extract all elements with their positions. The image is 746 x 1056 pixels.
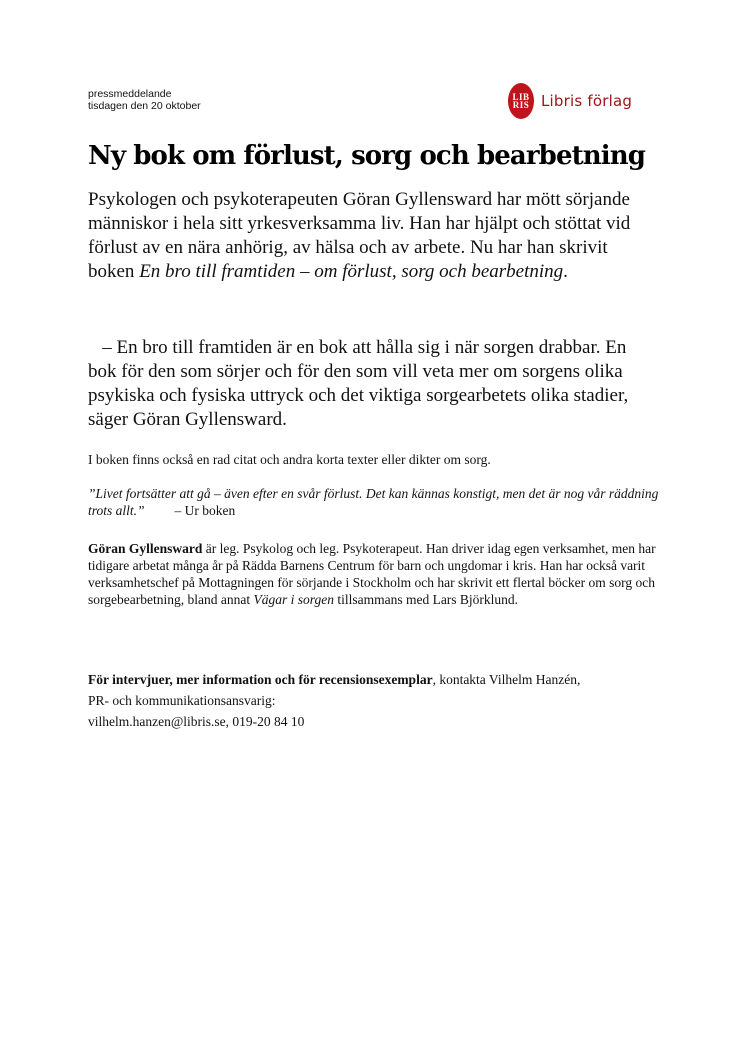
contact-line <box>88 669 663 690</box>
release-date: tisdagen den 20 oktober <box>88 100 201 112</box>
contact-phone: 019-20 84 10 <box>232 714 305 729</box>
author-bio: är leg. Psykolog och leg. Psykoterapeut. Han driver idag egen verksamhet, men har tidigare arbetat många år på Rädda Barnens Centrum för barn och ungdomar i kris. Han har också varit verksamhetschef på Mottagningen för sörjande i Stockholm och har skrivit ett flertal böcker om sorg och sorgebearbetning, bland annat <box>88 541 656 607</box>
publisher-logo <box>508 82 632 120</box>
page-title: Ny bok om förlust, sorg och bearbetning <box>88 141 645 171</box>
contact-lead: För intervjuer, mer information och för recensionsexemplar <box>88 672 433 687</box>
seal-line-2: RIS <box>512 100 530 110</box>
author-bio-end: tillsammans med Lars Björklund. <box>333 592 519 607</box>
lead-paragraph <box>88 188 658 284</box>
lead-book-title: En bro till framtiden – om förlust, sorg och bearbetning <box>139 261 564 282</box>
author-name: Göran Gyllensward <box>88 541 203 556</box>
seal-line-1: LIB <box>512 92 530 102</box>
book-contents-paragraph: I boken finns också en rad citat och andra korta texter eller dikter om sorg. <box>88 452 491 467</box>
contact-email[interactable]: vilhelm.hanzen@libris.se <box>88 714 226 729</box>
book-quote-paragraph <box>88 485 663 519</box>
document-meta <box>88 88 201 112</box>
contact-role: PR- och kommunikationsansvarig: <box>88 693 276 708</box>
author-quote: – En bro till framtiden är en bok att hålla sig i när sorgen drabbar. En bok för den som sörjer och för den som vill veta mer om sorgens olika psykiska och fysiska uttryck och det viktiga sorgearbetets olika stadier, säger Göran Gyllensward. <box>88 337 634 430</box>
publisher-name: Libris förlag <box>541 92 633 110</box>
author-book-title: Vägar i sorgen <box>253 592 334 607</box>
libris-seal-icon <box>508 83 534 119</box>
contact-person: , kontakta Vilhelm Hanzén, <box>432 672 581 687</box>
author-bio-paragraph <box>88 540 663 608</box>
contact-details: vilhelm.hanzen@libris.se, 019-20 84 10 <box>88 714 305 729</box>
book-quote: ”Livet fortsätter att gå – även efter en svår förlust. Det kan kännas konstigt, men det är nog vår räddning trots allt.” <box>88 486 659 518</box>
document-type: pressmeddelande <box>88 88 172 100</box>
lead-end: . <box>563 261 568 282</box>
lead-text: Psykologen och psykoterapeuten Göran Gyllensward har mött sörjande människor i hela sitt yrkesverksamma liv. Han har hjälpt och stöttat vid förlust av en nära anhörig, av hälsa och av arbete. Nu har han skrivit boken <box>88 189 631 282</box>
book-quote-source: – Ur boken <box>174 503 236 518</box>
